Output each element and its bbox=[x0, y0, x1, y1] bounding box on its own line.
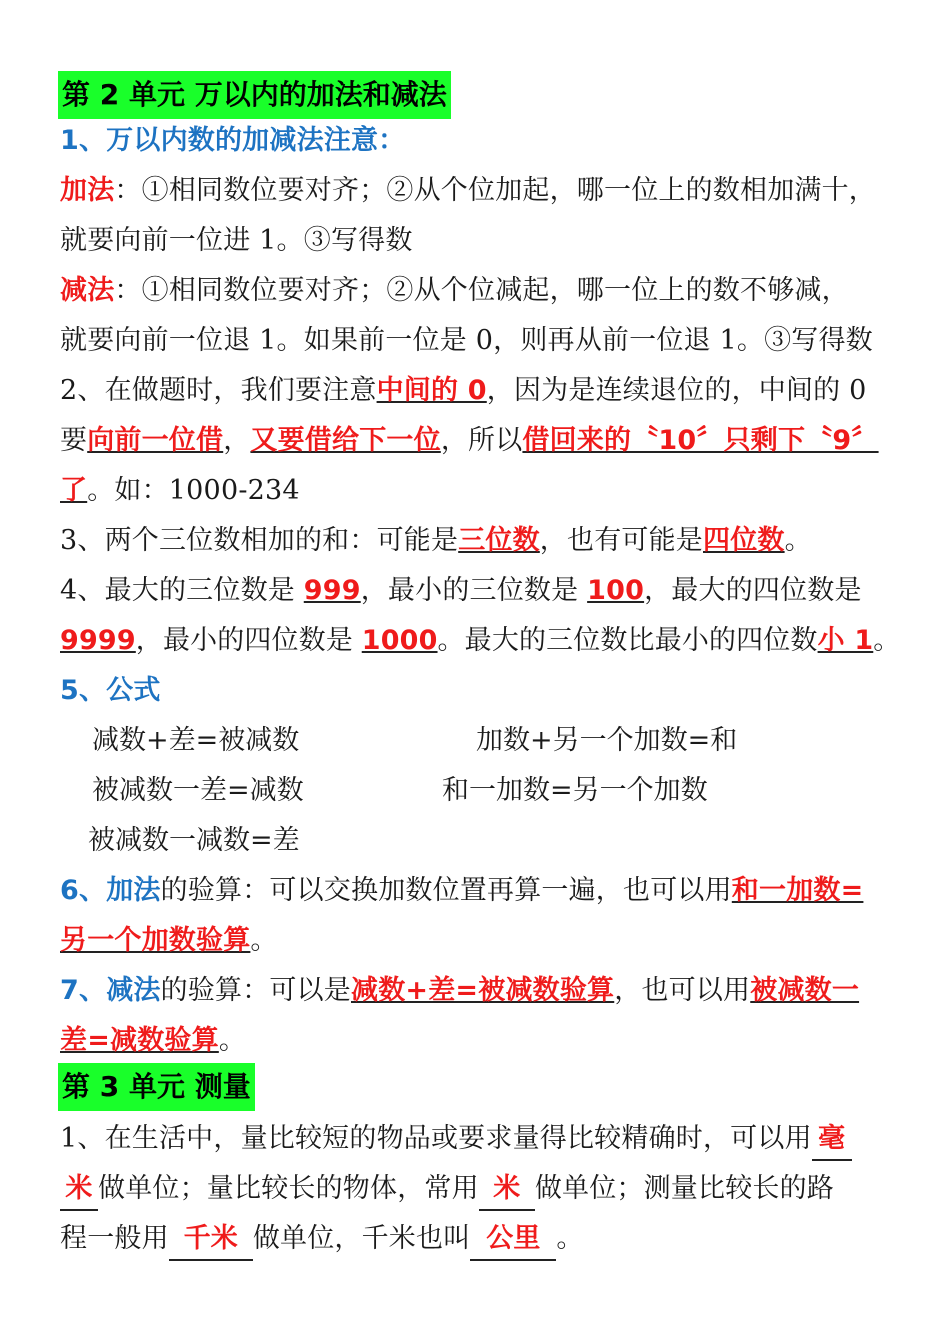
blank-gongli: 公里 bbox=[470, 1219, 556, 1261]
formula-2: 加数+另一个加数=和 bbox=[476, 725, 738, 756]
keyword-ten-becomes-nine: 借回来的〝10〞只剩下〝9〞 bbox=[522, 425, 879, 456]
section6-number: 6、 bbox=[60, 875, 107, 906]
section5-title: 5、公式 bbox=[60, 675, 161, 706]
keyword-check-sub-3: 差=减数验算 bbox=[60, 1025, 219, 1056]
text: 3、两个三位数相加的和：可能是 bbox=[60, 525, 459, 556]
keyword-9999: 9999 bbox=[60, 625, 136, 656]
text: ，最大的四位数是 bbox=[644, 575, 862, 606]
text: ， bbox=[223, 425, 251, 456]
text: 的验算：可以交换加数位置再算一遍，也可以用 bbox=[160, 875, 732, 906]
keyword-999: 999 bbox=[303, 575, 361, 606]
text: 。 bbox=[873, 625, 901, 656]
subtraction-line-2: 就要向前一位退 1。如果前一位是 0，则再从前一位退 1。③写得数 bbox=[60, 325, 873, 356]
keyword-borrow-front: 向前一位借 bbox=[87, 425, 224, 456]
text: 做单位；量比较长的物体，常用 bbox=[98, 1173, 479, 1204]
text: 。如：1000-234 bbox=[87, 475, 300, 506]
unit3-line-1 bbox=[60, 1114, 900, 1164]
unit3-line-3 bbox=[60, 1214, 900, 1264]
keyword-four-digit: 四位数 bbox=[703, 525, 785, 556]
keyword-100: 100 bbox=[587, 575, 645, 606]
keyword-lend-next: 又要借给下一位 bbox=[250, 425, 441, 456]
text: 要 bbox=[60, 425, 88, 456]
section4-line-1 bbox=[60, 566, 900, 616]
blank-millimeter-b: 米 bbox=[60, 1169, 98, 1211]
text: 4、最大的三位数是 bbox=[60, 575, 304, 606]
keyword-check-sub-1: 减数+差=被减数验算 bbox=[351, 975, 615, 1006]
text: 1、在生活中，量比较短的物品或要求量得比较精确时，可以用 bbox=[60, 1123, 812, 1154]
section7-line-1 bbox=[60, 966, 900, 1016]
section4-line-2 bbox=[60, 616, 901, 666]
section1-title: 1、万以内数的加减法注意： bbox=[60, 125, 406, 156]
section2-line-2 bbox=[60, 416, 900, 466]
formula-5: 被减数一减数=差 bbox=[88, 825, 300, 856]
section6-line-1 bbox=[60, 866, 900, 916]
section7-line-2 bbox=[60, 1016, 900, 1066]
text: 。 bbox=[250, 925, 278, 956]
section7-label: 减法 bbox=[106, 975, 161, 1006]
keyword-three-digit: 三位数 bbox=[458, 525, 540, 556]
text: ，也可以用 bbox=[614, 975, 751, 1006]
formula-3: 被减数一差=减数 bbox=[92, 775, 304, 806]
keyword-1000: 1000 bbox=[361, 625, 438, 656]
formula-4: 和一加数=另一个加数 bbox=[442, 775, 708, 806]
blank-meter: 米 bbox=[479, 1169, 535, 1211]
section2-line-3 bbox=[60, 466, 900, 516]
text: 。最大的三位数比最小的四位数 bbox=[437, 625, 818, 656]
unit3-line-2 bbox=[60, 1164, 900, 1214]
blank-millimeter-a: 毫 bbox=[812, 1119, 852, 1161]
addition-label: 加法 bbox=[60, 175, 115, 206]
section7-number: 7、 bbox=[60, 975, 107, 1006]
keyword-check-sub-2: 被减数一 bbox=[750, 975, 860, 1006]
keyword-check-add-2: 另一个加数验算 bbox=[60, 925, 251, 956]
text: ，最小的四位数是 bbox=[135, 625, 362, 656]
formula-1: 减数+差=被减数 bbox=[92, 725, 300, 756]
addition-text-1: ：①相同数位要对齐；②从个位加起，哪一位上的数相加满十， bbox=[114, 175, 877, 206]
text: ，也有可能是 bbox=[539, 525, 703, 556]
subtraction-text-1: ：①相同数位要对齐；②从个位减起，哪一位上的数不够减， bbox=[114, 275, 849, 306]
unit3-heading: 第 3 单元 测量 bbox=[58, 1063, 255, 1111]
section2-line-1 bbox=[60, 366, 900, 416]
text: ，所以 bbox=[440, 425, 523, 456]
text: 做单位，千米也叫 bbox=[252, 1223, 471, 1254]
text: 。 bbox=[784, 525, 812, 556]
keyword-less-one: 小 1 bbox=[817, 625, 874, 656]
addition-line-1 bbox=[60, 166, 900, 216]
text: ，因为是连续退位的，中间的 0 bbox=[486, 375, 867, 406]
text: 做单位；测量比较长的路 bbox=[534, 1173, 835, 1204]
text: 的验算：可以是 bbox=[160, 975, 351, 1006]
section6-line-2 bbox=[60, 916, 900, 966]
keyword-middle-zero: 中间的 0 bbox=[376, 375, 487, 406]
keyword-check-add-1: 和一加数= bbox=[731, 875, 864, 906]
text: 。 bbox=[218, 1025, 247, 1056]
text: 。 bbox=[556, 1223, 584, 1254]
text: ，最小的三位数是 bbox=[360, 575, 588, 606]
text: 2、在做题时，我们要注意 bbox=[60, 375, 377, 406]
addition-line-2: 就要向前一位进 1。③写得数 bbox=[60, 225, 413, 256]
unit2-heading: 第 2 单元 万以内的加法和减法 bbox=[58, 71, 451, 119]
section6-label: 加法 bbox=[106, 875, 161, 906]
section3-line bbox=[60, 516, 900, 566]
subtraction-label: 减法 bbox=[60, 275, 115, 306]
blank-kilometer: 千米 bbox=[169, 1219, 253, 1261]
subtraction-line-1 bbox=[60, 266, 900, 316]
keyword-le: 了 bbox=[60, 475, 88, 506]
text: 程一般用 bbox=[60, 1223, 169, 1254]
